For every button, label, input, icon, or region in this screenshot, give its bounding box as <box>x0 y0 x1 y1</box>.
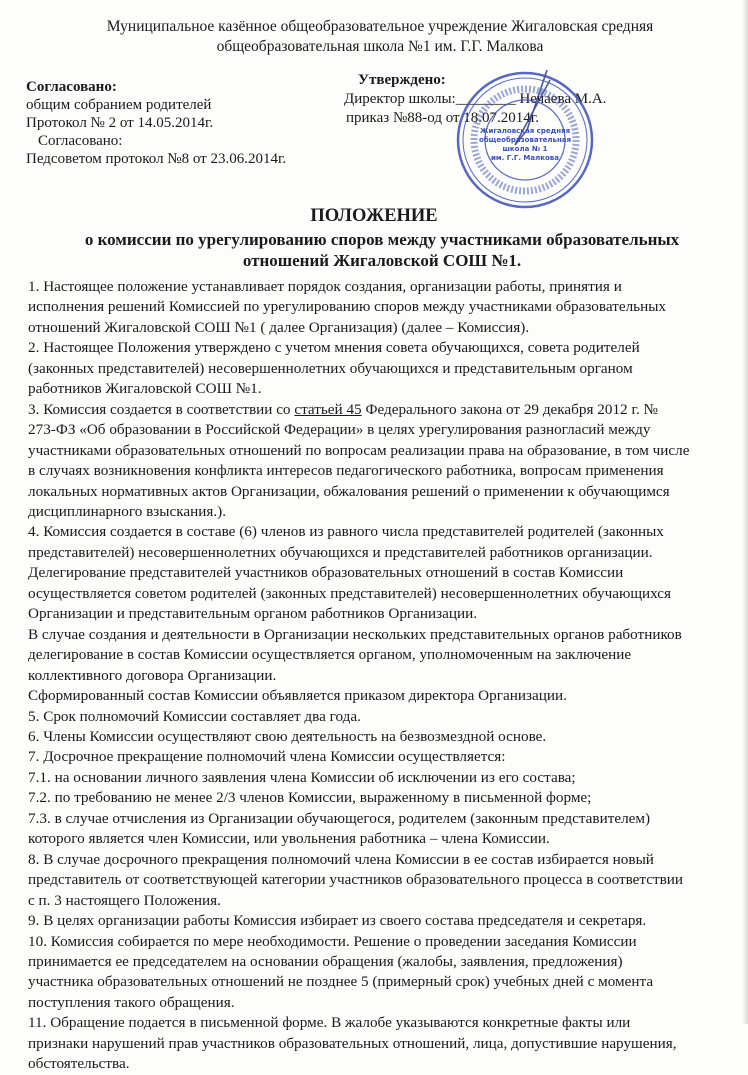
body-line: 11. Обращение подается в письменной форме. В жалобе указываются конкретные факты или <box>28 1014 631 1032</box>
body-line: 1. Настоящее положение устанавливает порядок создания, организации работы, принятия и <box>28 278 622 295</box>
document-title: ПОЛОЖЕНИЕ <box>310 206 438 226</box>
body-line: коллективного договора Организации. <box>28 666 277 684</box>
approved-order: приказ №88-од от 18.07.2014г. <box>346 110 540 126</box>
stamp-text: школа № 1 <box>502 145 548 153</box>
body-line: представитель от соответствующей категории участников образовательного процесса в соответствии <box>28 871 684 889</box>
body-line: участниками образовательных отношений по вопросам реализации права на образование, в том числе <box>28 441 690 459</box>
agreed-label: Согласовано: <box>26 79 117 95</box>
body-line: 7. Досрочное прекращение полномочий члена Комиссии осуществляется: <box>28 748 506 766</box>
agreed-pedsovet: Педсоветом протокол №8 от 23.06.2014г. <box>26 151 287 167</box>
body-line: 6. Члены Комиссии осуществляют свою деятельность на безвозмездной основе. <box>28 727 547 745</box>
agreed-protocol: Протокол № 2 от 14.05.2014г. <box>26 115 214 131</box>
body-line: исполнения решений Комиссией по урегулированию споров между участниками образовательных <box>28 298 667 316</box>
body-line: участника образовательных отношений не позднее 5 (примерный срок) учебных дней с момента <box>28 973 654 991</box>
body-line: отношений Жигаловской СОШ №1 ( далее Организация) (далее – Комиссия). <box>28 318 530 336</box>
stamp-text: Жигаловская средняя <box>479 127 571 135</box>
body-line: осуществляется советом родителей (законных представителей) несовершеннолетних обучающихся <box>28 584 672 602</box>
law-article-link[interactable]: статьей 45 <box>294 400 362 418</box>
stamp-seal-icon <box>455 70 595 210</box>
header-line-2: общеобразовательная школа №1 им. Г.Г. Малкова <box>216 38 544 55</box>
stamp-text: общеобразовательная <box>478 136 572 144</box>
body-line: 10. Комиссия собирается по мере необходимости. Решение о проведении заседания Комиссии <box>28 932 637 950</box>
body-line: (законных представителей) несовершеннолетних обучающихся и представительным органом <box>28 359 633 377</box>
body-line: 2. Настоящее Положения утверждено с учетом мнения совета обучающихся, совета родителей <box>28 339 640 357</box>
body-line: обстоятельства. <box>28 1055 130 1073</box>
document-subtitle-1: о комиссии по урегулированию споров между участниками образовательных <box>84 230 680 249</box>
body-line: 3. Комиссия создается в соответствии со статьей 45 Федерального закона от 29 декабря 2012 г. № <box>28 400 659 418</box>
body-line: 4. Комиссия создается в составе (6) членов из равного числа представителей родителей (законных <box>28 523 664 541</box>
body-line: 273-ФЗ «Об образовании в Российской Федерации» в целях урегулирования разногласий между <box>28 421 651 439</box>
body-line: 7.2. по требованию не менее 2/3 членов Комиссии, выраженному в письменной форме; <box>28 789 592 807</box>
body-line: Сформированный состав Комиссии объявляется приказом директора Организации. <box>28 687 567 705</box>
approved-director: Директор школы:________ Нечаева М.А. <box>344 91 607 107</box>
school-stamp <box>455 70 595 210</box>
body-line: 7.3. в случае отчисления из Организации обучающегося, родителем (законным представителем) <box>28 809 651 827</box>
body-line: делегирование в состав Комиссии осуществляется органом, уполномоченным на заключение <box>28 646 632 664</box>
body-line: 7.1. на основании личного заявления члена Комиссии об исключении из его состава; <box>28 768 576 786</box>
scan-edge <box>742 0 748 1024</box>
body-line: которого является член Комиссии, или увольнения работника – члена Комиссии. <box>28 830 550 848</box>
body-line: представителей) несовершеннолетних обучающихся и представителей работников организации. <box>28 543 653 561</box>
document-subtitle-2: отношений Жигаловской СОШ №1. <box>242 251 522 270</box>
stamp-text: им. Г.Г. Малкова <box>491 154 559 162</box>
body-line: с п. 3 настоящего Положения. <box>28 891 221 909</box>
body-line: 8. В случае досрочного прекращения полномочий члена Комиссии в ее состав избирается новый <box>28 850 654 868</box>
body-line: Делегирование представителей участников образовательных отношений в состав Комиссии <box>28 564 624 582</box>
body-line: поступления такого обращения. <box>28 993 235 1011</box>
body-line: признаки нарушений прав участников образовательных отношений, лица, допустившие нарушения, <box>28 1034 677 1052</box>
body-line: Организации и представительным органом работников Организации. <box>28 605 478 623</box>
header-line-1: Муниципальное казённое общеобразовательное учреждение Жигаловская средняя <box>106 18 654 35</box>
body-line: 5. Срок полномочий Комиссии составляет два года. <box>28 707 361 725</box>
approved-label: Утверждено: <box>358 72 446 88</box>
body-line: принимается ее председателем на основании обращения (жалобы, заявления, предложения) <box>28 952 623 970</box>
agreed-parents: общим собранием родителей <box>26 97 212 113</box>
document-body <box>28 277 748 1075</box>
agreed-label-2: Согласовано: <box>38 133 123 149</box>
body-line: работников Жигаловской СОШ №1. <box>28 380 262 398</box>
body-line: В случае создания и деятельности в Организации нескольких представительных органов работников <box>28 625 682 643</box>
body-line: локальных нормативных актов Организации, обжалования решений о применении к обучающимся <box>28 482 670 500</box>
body-line: в случаях возникновения конфликта интересов педагогического работника, вопросам применения <box>28 462 664 480</box>
body-line: дисциплинарного взыскания.). <box>28 502 227 520</box>
body-line: 9. В целях организации работы Комиссия избирает из своего состава председателя и секретаря. <box>28 912 647 930</box>
